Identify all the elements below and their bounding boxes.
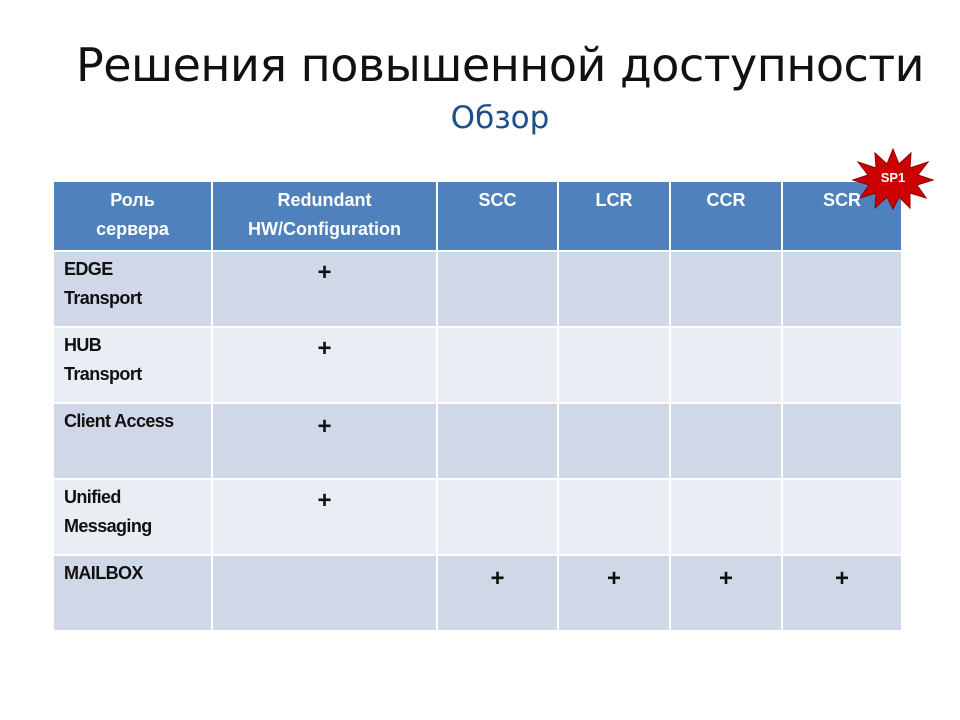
cell-scc [437, 327, 558, 403]
header-redundant-hw: Redundant HW/Configuration [212, 181, 437, 251]
cell-redundant-hw: + [212, 327, 437, 403]
cell-scc [437, 403, 558, 479]
cell-scr: + [782, 555, 902, 631]
role-cell: HUB Transport [53, 327, 212, 403]
slide-subtitle: Обзор [450, 100, 550, 136]
cell-scc: + [437, 555, 558, 631]
role-cell: MAILBOX [53, 555, 212, 631]
header-ccr: CCR [670, 181, 782, 251]
cell-ccr [670, 403, 782, 479]
table-row-mailbox [53, 555, 902, 631]
header-scc: SCC [437, 181, 558, 251]
cell-scr [782, 327, 902, 403]
cell-scc [437, 251, 558, 327]
cell-redundant-hw: + [212, 403, 437, 479]
header-scr: SCR [782, 181, 902, 251]
slide-title: Решения повышенной доступности [75, 38, 925, 92]
cell-redundant-hw [212, 555, 437, 631]
role-cell: EDGE Transport [53, 251, 212, 327]
cell-redundant-hw: + [212, 251, 437, 327]
table-row-edge-transport [53, 251, 902, 327]
cell-scr [782, 479, 902, 555]
header-lcr: LCR [558, 181, 670, 251]
table-row-client-access [53, 403, 902, 479]
role-cell: Client Access [53, 403, 212, 479]
sp1-badge-label: SP1 [880, 170, 906, 185]
cell-ccr: + [670, 555, 782, 631]
cell-lcr [558, 327, 670, 403]
cell-ccr [670, 327, 782, 403]
cell-scr [782, 403, 902, 479]
table-row-hub-transport [53, 327, 902, 403]
header-server-role: Роль сервера [53, 181, 212, 251]
cell-scc [437, 479, 558, 555]
role-cell: Unified Messaging [53, 479, 212, 555]
cell-ccr [670, 251, 782, 327]
cell-ccr [670, 479, 782, 555]
cell-lcr [558, 479, 670, 555]
cell-scr [782, 251, 902, 327]
table-row-unified-messaging [53, 479, 902, 555]
cell-lcr [558, 403, 670, 479]
table-header-row [53, 181, 902, 251]
cell-lcr: + [558, 555, 670, 631]
availability-table [52, 180, 903, 632]
cell-redundant-hw: + [212, 479, 437, 555]
cell-lcr [558, 251, 670, 327]
